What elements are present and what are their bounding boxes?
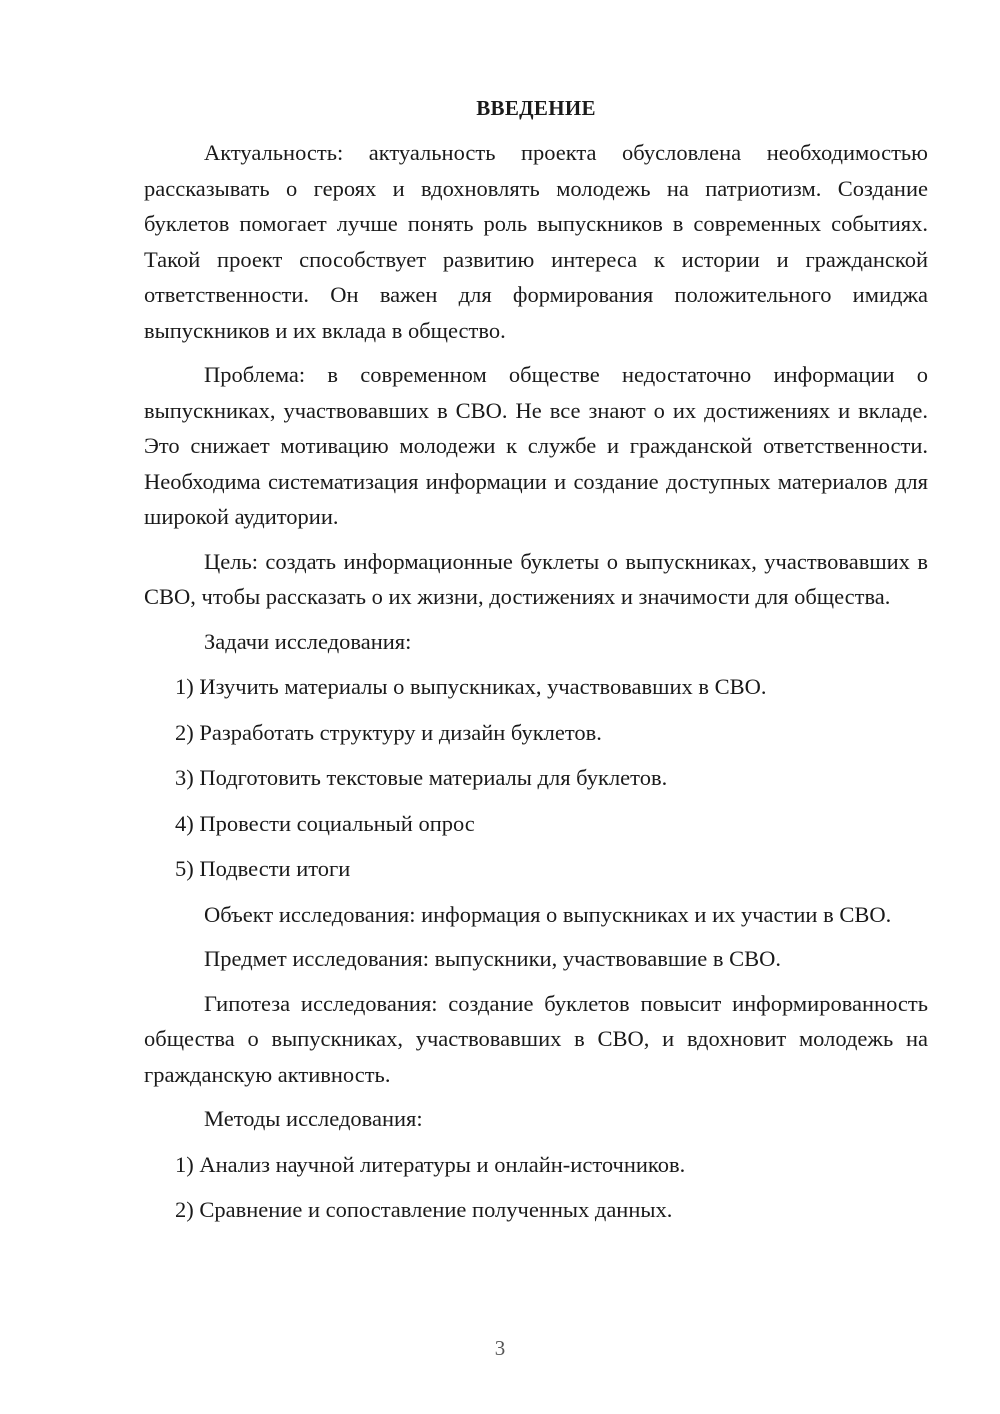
list-item: 1) Изучить материалы о выпускниках, участвовавших в СВО. <box>175 674 767 699</box>
hypothesis-paragraph: Гипотеза исследования: создание буклетов повысит информированность общества о выпускниках, участвовавших в СВО, и вдохновит молодежь на гражданскую активность. <box>144 990 928 1087</box>
problem-paragraph: Проблема: в современном обществе недостаточно информации о выпускниках, участвовавших в СВО. Не все знают о их достижениях и вкладе. Это снижает мотивацию молодежи к службе и гражданской ответственности. Необходима систематизация информации и создание доступных материалов для широкой аудитории. <box>144 362 928 529</box>
tasks-heading: Задачи исследования: <box>204 628 412 654</box>
methods-list <box>144 1147 928 1228</box>
list-item: 2) Сравнение и сопоставление полученных данных. <box>175 1197 673 1222</box>
object-paragraph: Объект исследования: информация о выпускниках и их участии в СВО. <box>204 901 892 927</box>
document-page <box>144 96 928 1238</box>
page-title: ВВЕДЕНИЕ <box>476 96 596 120</box>
list-item: 1) Анализ научной литературы и онлайн-источников. <box>175 1151 686 1177</box>
tasks-list <box>144 669 928 887</box>
relevance-paragraph: Актуальность: актуальность проекта обусловлена необходимостью рассказывать о героях и вдохновлять молодежь на патриотизм. Создание буклетов помогает лучше понять роль выпускников в современных событиях. Такой проект способствует развитию интереса к истории и гражданской ответственности. Он важен для формирования положительного имиджа выпускников и их вклада в общество. <box>144 140 928 343</box>
list-item: 2) Разработать структуру и дизайн буклетов. <box>175 719 602 745</box>
subject-paragraph: Предмет исследования: выпускники, участвовавшие в СВО. <box>204 946 781 971</box>
goal-paragraph: Цель: создать информационные буклеты о выпускниках, участвовавших в СВО, чтобы рассказать о их жизни, достижениях и значимости для общества. <box>144 548 928 609</box>
list-item: 5) Подвести итоги <box>175 856 351 881</box>
list-item: 3) Подготовить текстовые материалы для буклетов. <box>175 765 668 790</box>
page-number: 3 <box>494 1336 506 1360</box>
list-item: 4) Провести социальный опрос <box>175 810 475 836</box>
methods-heading: Методы исследования: <box>204 1106 423 1131</box>
